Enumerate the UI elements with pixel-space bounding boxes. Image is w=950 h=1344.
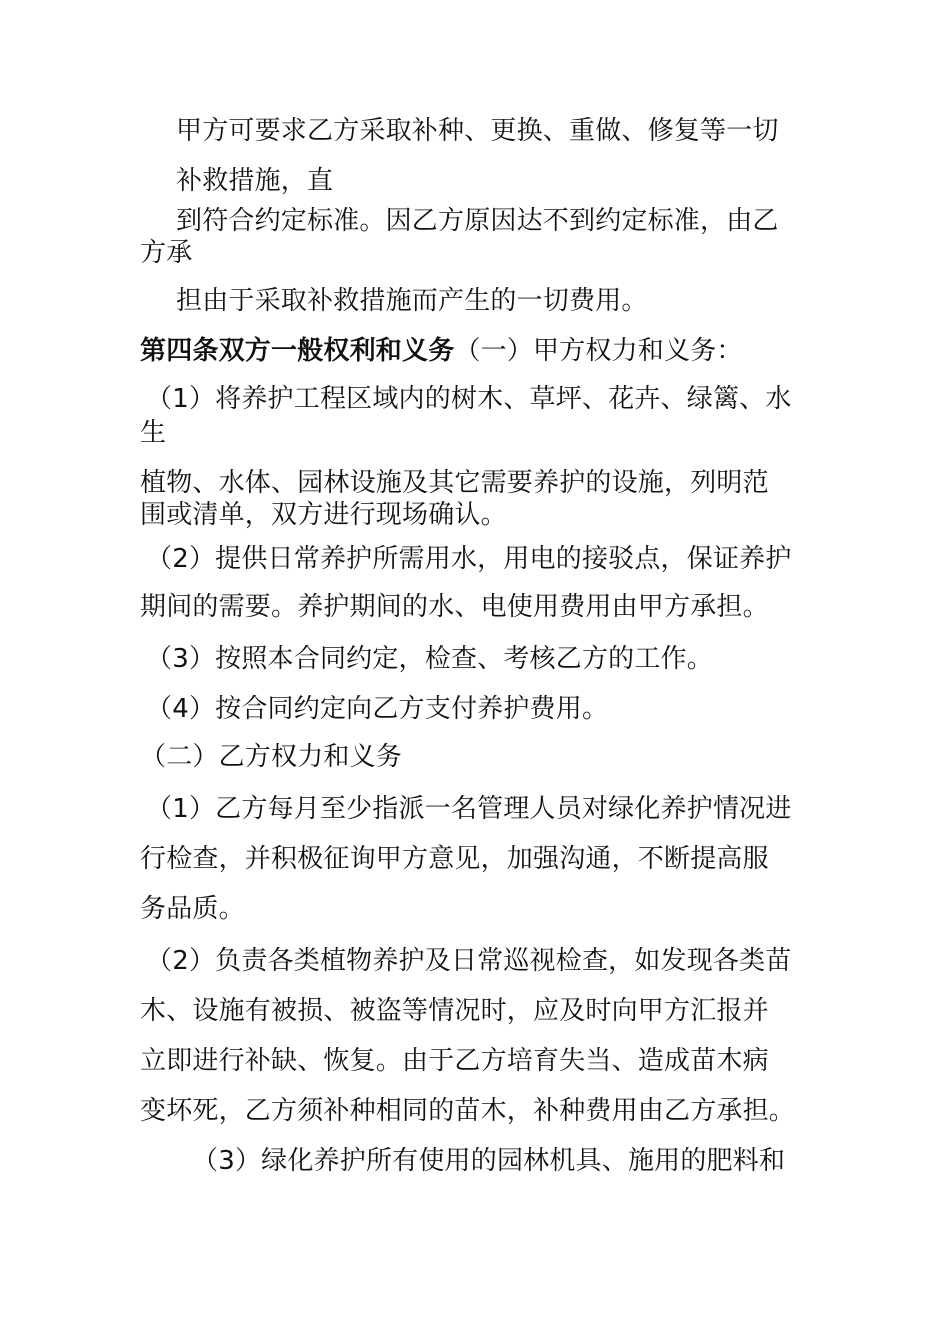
text-line-12: （2）提供日常养护所需用水，用电的接驳点，保证养护 — [146, 544, 792, 574]
text-line-4: 方承 — [140, 238, 193, 268]
text-line-2: 补救措施，直 — [176, 166, 334, 196]
article-heading-line — [140, 336, 743, 366]
text-line-21: 木、设施有被损、被盗等情况时，应及时向甲方汇报并 — [140, 996, 769, 1026]
text-line-8: （1）将养护工程区域内的树木、草坪、花卉、绿篱、水 — [146, 384, 792, 414]
text-line-20: （2）负责各类植物养护及日常巡视检查，如发现各类苗 — [146, 946, 792, 976]
text-line-24: （3）绿化养护所有使用的园林机具、施用的肥料和 — [192, 1146, 786, 1176]
text-line-14: （3）按照本合同约定，检查、考核乙方的工作。 — [146, 644, 713, 674]
text-line-11: 围或清单，双方进行现场确认。 — [140, 500, 507, 530]
text-line-15: （4）按合同约定向乙方支付养护费用。 — [146, 694, 609, 724]
text-line-23: 变坏死，乙方须补种相同的苗木，补种费用由乙方承担。 — [140, 1096, 796, 1126]
text-line-10: 植物、水体、园林设施及其它需要养护的设施，列明范 — [140, 468, 769, 498]
section-heading-party-b: （二）乙方权力和义务 — [140, 742, 403, 772]
text-line-22: 立即进行补缺、恢复。由于乙方培育失当、造成苗木病 — [140, 1046, 769, 1076]
text-line-5: 担由于采取补救措施而产生的一切费用。 — [176, 286, 648, 316]
text-line-13: 期间的需要。养护期间的水、电使用费用由甲方承担。 — [140, 592, 769, 622]
text-line-3: 到符合约定标准。因乙方原因达不到约定标准，由乙 — [176, 206, 779, 236]
article-heading: 第四条双方一般权利和义务 — [140, 336, 455, 366]
section-heading-party-a: （一）甲方权力和义务： — [454, 336, 743, 366]
text-line-18: 行检查，并积极征询甲方意见，加强沟通，不断提高服 — [140, 844, 769, 874]
text-line-1: 甲方可要求乙方采取补种、更换、重做、修复等一切 — [176, 116, 779, 146]
text-line-17: （1）乙方每月至少指派一名管理人员对绿化养护情况进 — [146, 794, 792, 824]
text-line-19: 务品质。 — [140, 894, 245, 924]
text-line-9: 生 — [140, 418, 167, 448]
